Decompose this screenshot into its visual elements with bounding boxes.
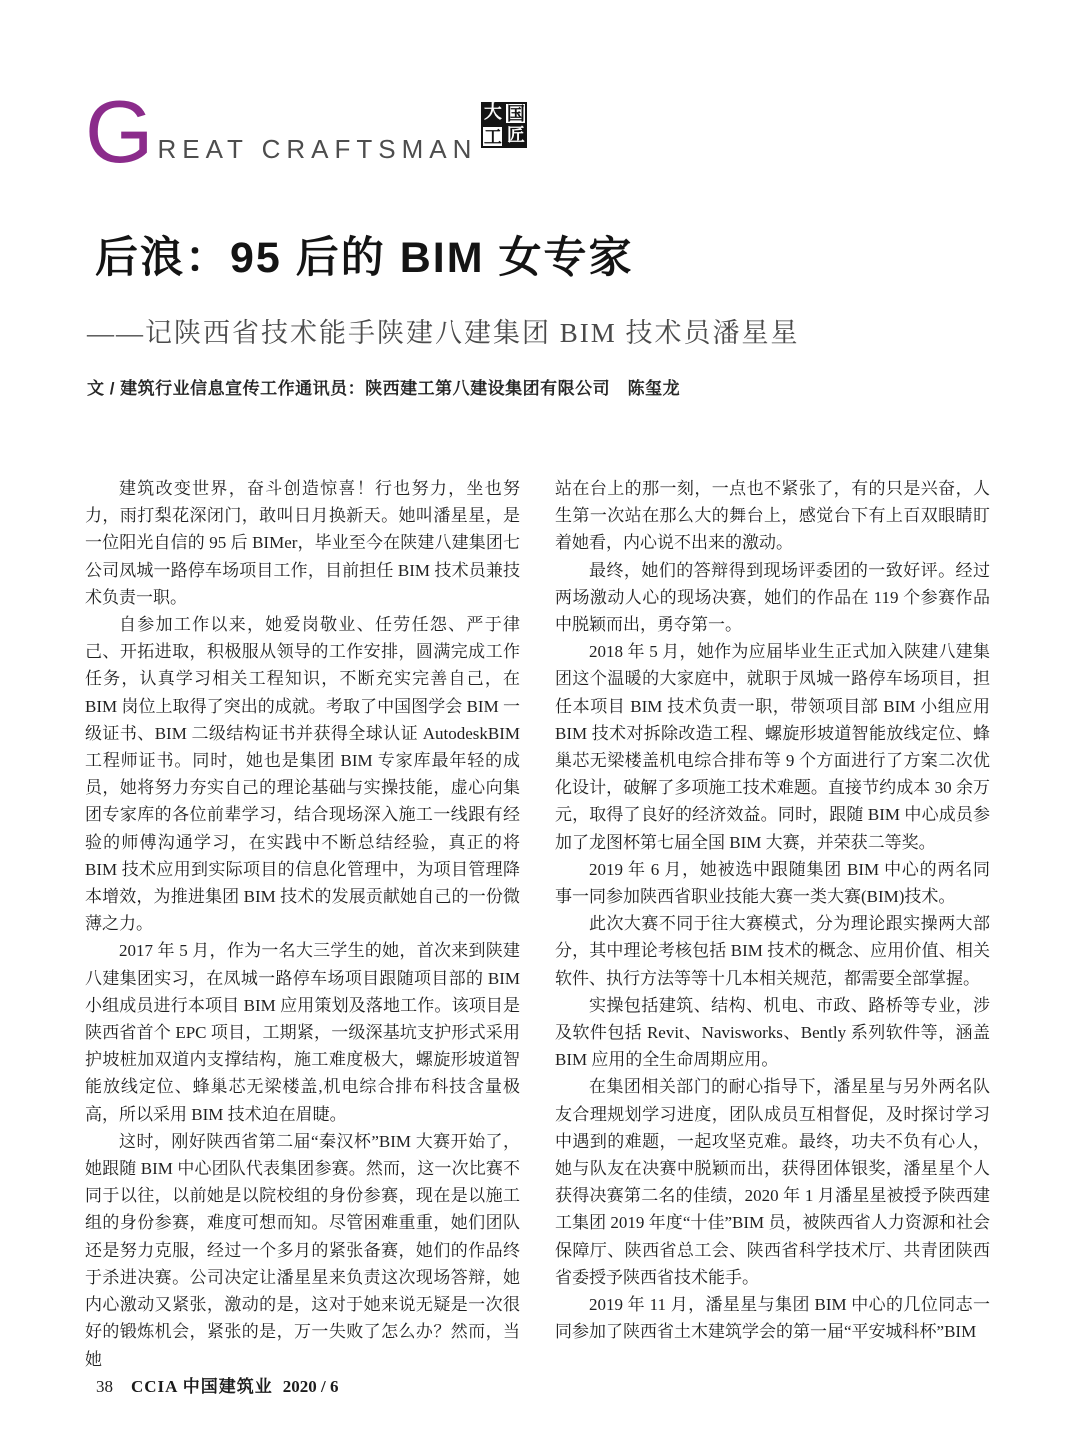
paragraph: 建筑改变世界，奋斗创造惊喜！行也努力，坐也努力，雨打梨花深闭门，敢叫日月换新天。她叫潘星星，是一位阳光自信的 95 后 BIMer，毕业至今在陕建八建集团七公司凤城一路停车场项目工作，目前担任 BIM 技术员兼技术负责一职。: [85, 479, 520, 607]
logo-block: 大: [481, 102, 504, 125]
masthead: [85, 81, 992, 181]
logo-block: 匠: [504, 125, 527, 148]
paragraph: 这时，刚好陕西省第二届“秦汉杯”BIM 大赛开始了，她跟随 BIM 中心团队代表集团参赛。然而，这一次比赛不同于以往，以前她是以院校组的身份参赛，现在是以施工组的身份参赛，难度可想而知。尽管困难重重，她们团队还是努力克服，经过一个多月的紧张备赛，她们的作品终于杀进决赛。公司决定让潘星星来负责这次现场答辩，她内心激动又紧张，激动的是，这对于她来说无疑是一次很好的锻炼机会，紧张的是，万一失败了怎么办？然而，当她: [85, 1131, 520, 1369]
footer-issue: 2020 / 6: [282, 1377, 339, 1396]
paragraph: 2018 年 5 月，她作为应届毕业生正式加入陕建八建集团这个温暖的大家庭中，就职于凤城一路停车场项目，担任本项目 BIM 技术负责一职，带领项目部 BIM 小组应用 BIM 技术对拆除改造工程、螺旋形坡道智能放线定位、蜂巢芯无梁楼盖机电综合排布等 9 个方面进行了方案二次优化设计，破解了多项施工技术难题。直接节约成本 30 余万元，取得了良好的经济效益。同时，跟随 BIM 中心成员参加了龙图杯第七届全国 BIM 大赛，并荣获二等奖。: [555, 642, 990, 852]
paragraph: 2019 年 6 月，她被选中跟随集团 BIM 中心的两名同事一同参加陕西省职业技能大赛一类大赛(BIM)技术。: [555, 859, 990, 907]
article-column-left: [85, 475, 520, 1373]
logo-block: 工: [481, 125, 504, 148]
paragraph: 最终，她们的答辩得到现场评委团的一致好评。经过两场激动人心的现场决赛，她们的作品在 119 个参赛作品中脱颖而出，勇夺第一。: [555, 560, 990, 635]
masthead-title: REAT CRAFTSMAN: [157, 134, 478, 164]
footer-page-number: 38: [96, 1377, 113, 1396]
great-craftsman-logo: [481, 102, 527, 148]
article-byline: 文 / 建筑行业信息宣传工作通讯员：陕西建工第八建设集团有限公司 陈玺龙: [87, 379, 681, 398]
page-footer: [96, 1372, 339, 1397]
logo-block: 国: [504, 102, 527, 125]
paragraph: 自参加工作以来，她爱岗敬业、任劳任怨、严于律己、开拓进取，积极服从领导的工作安排，圆满完成工作任务，认真学习相关工程知识，不断充实完善自己，在 BIM 岗位上取得了突出的成就。考取了中国图学会 BIM 一级证书、BIM 二级结构证书并获得全球认证 AutodeskBIM 工程师证书。同时，她也是集团 BIM 专家库最年轻的成员，她将努力夯实自己的理论基础与实操技能，虚心向集团专家库的各位前辈学习，结合现场深入施工一线跟有经验的师傅沟通学习，在实践中不断总结经验，真正的将 BIM 技术应用到实际项目的信息化管理中，为项目管理降本增效，为推进集团 BIM 技术的发展贡献她自己的一份微薄之力。: [85, 615, 520, 934]
masthead-initial-g: G: [85, 81, 154, 181]
article-subtitle: ——记陕西省技术能手陕建八建集团 BIM 技术员潘星星: [87, 318, 800, 348]
article-title: 后浪：95 后的 BIM 女专家: [95, 234, 634, 282]
paragraph: 在集团相关部门的耐心指导下，潘星星与另外两名队友合理规划学习进度，团队成员互相督促，及时探讨学习中遇到的难题，一起攻坚克难。最终，功夫不负有心人，她与队友在决赛中脱颖而出，获得团体银奖，潘星星个人获得决赛第二名的佳绩，2020 年 1 月潘星星被授予陕西建工集团 2019 年度“十佳”BIM 员，被陕西省人力资源和社会保障厅、陕西省总工会、陕西省科学技术厅、共青团陕西省委授予陕西省技术能手。: [555, 1077, 990, 1287]
paragraph: 此次大赛不同于往大赛模式，分为理论跟实操两大部分，其中理论考核包括 BIM 技术的概念、应用价值、相关软件、执行方法等等十几本相关规范，都需要全部掌握。: [555, 914, 990, 988]
paragraph: 站在台上的那一刻，一点也不紧张了，有的只是兴奋，人生第一次站在那么大的舞台上，感觉台下有上百双眼睛盯着她看，内心说不出来的激动。: [555, 479, 990, 553]
article-column-right: [555, 475, 990, 1373]
paragraph: 实操包括建筑、结构、机电、市政、路桥等专业，涉及软件包括 Revit、Navisworks、Bently 系列软件等，涵盖 BIM 应用的全生命周期应用。: [555, 995, 990, 1070]
paragraph: 2017 年 5 月，作为一名大三学生的她，首次来到陕建八建集团实习，在凤城一路停车场项目跟随项目部的 BIM 小组成员进行本项目 BIM 应用策划及落地工作。该项目是陕西省首个 EPC 项目，工期紧，一级深基坑支护形式采用护坡桩加双道内支撑结构，施工难度极大，螺旋形坡道智能放线定位、蜂巢芯无梁楼盖,机电综合排布科技含量极高，所以采用 BIM 技术迫在眉睫。: [85, 941, 520, 1124]
article-body: [85, 475, 992, 1373]
footer-journal-title: CCIA 中国建筑业: [131, 1377, 273, 1396]
paragraph: 2019 年 11 月，潘星星与集团 BIM 中心的几位同志一同参加了陕西省土木建筑学会的第一届“平安城科杯”BIM: [555, 1295, 990, 1342]
